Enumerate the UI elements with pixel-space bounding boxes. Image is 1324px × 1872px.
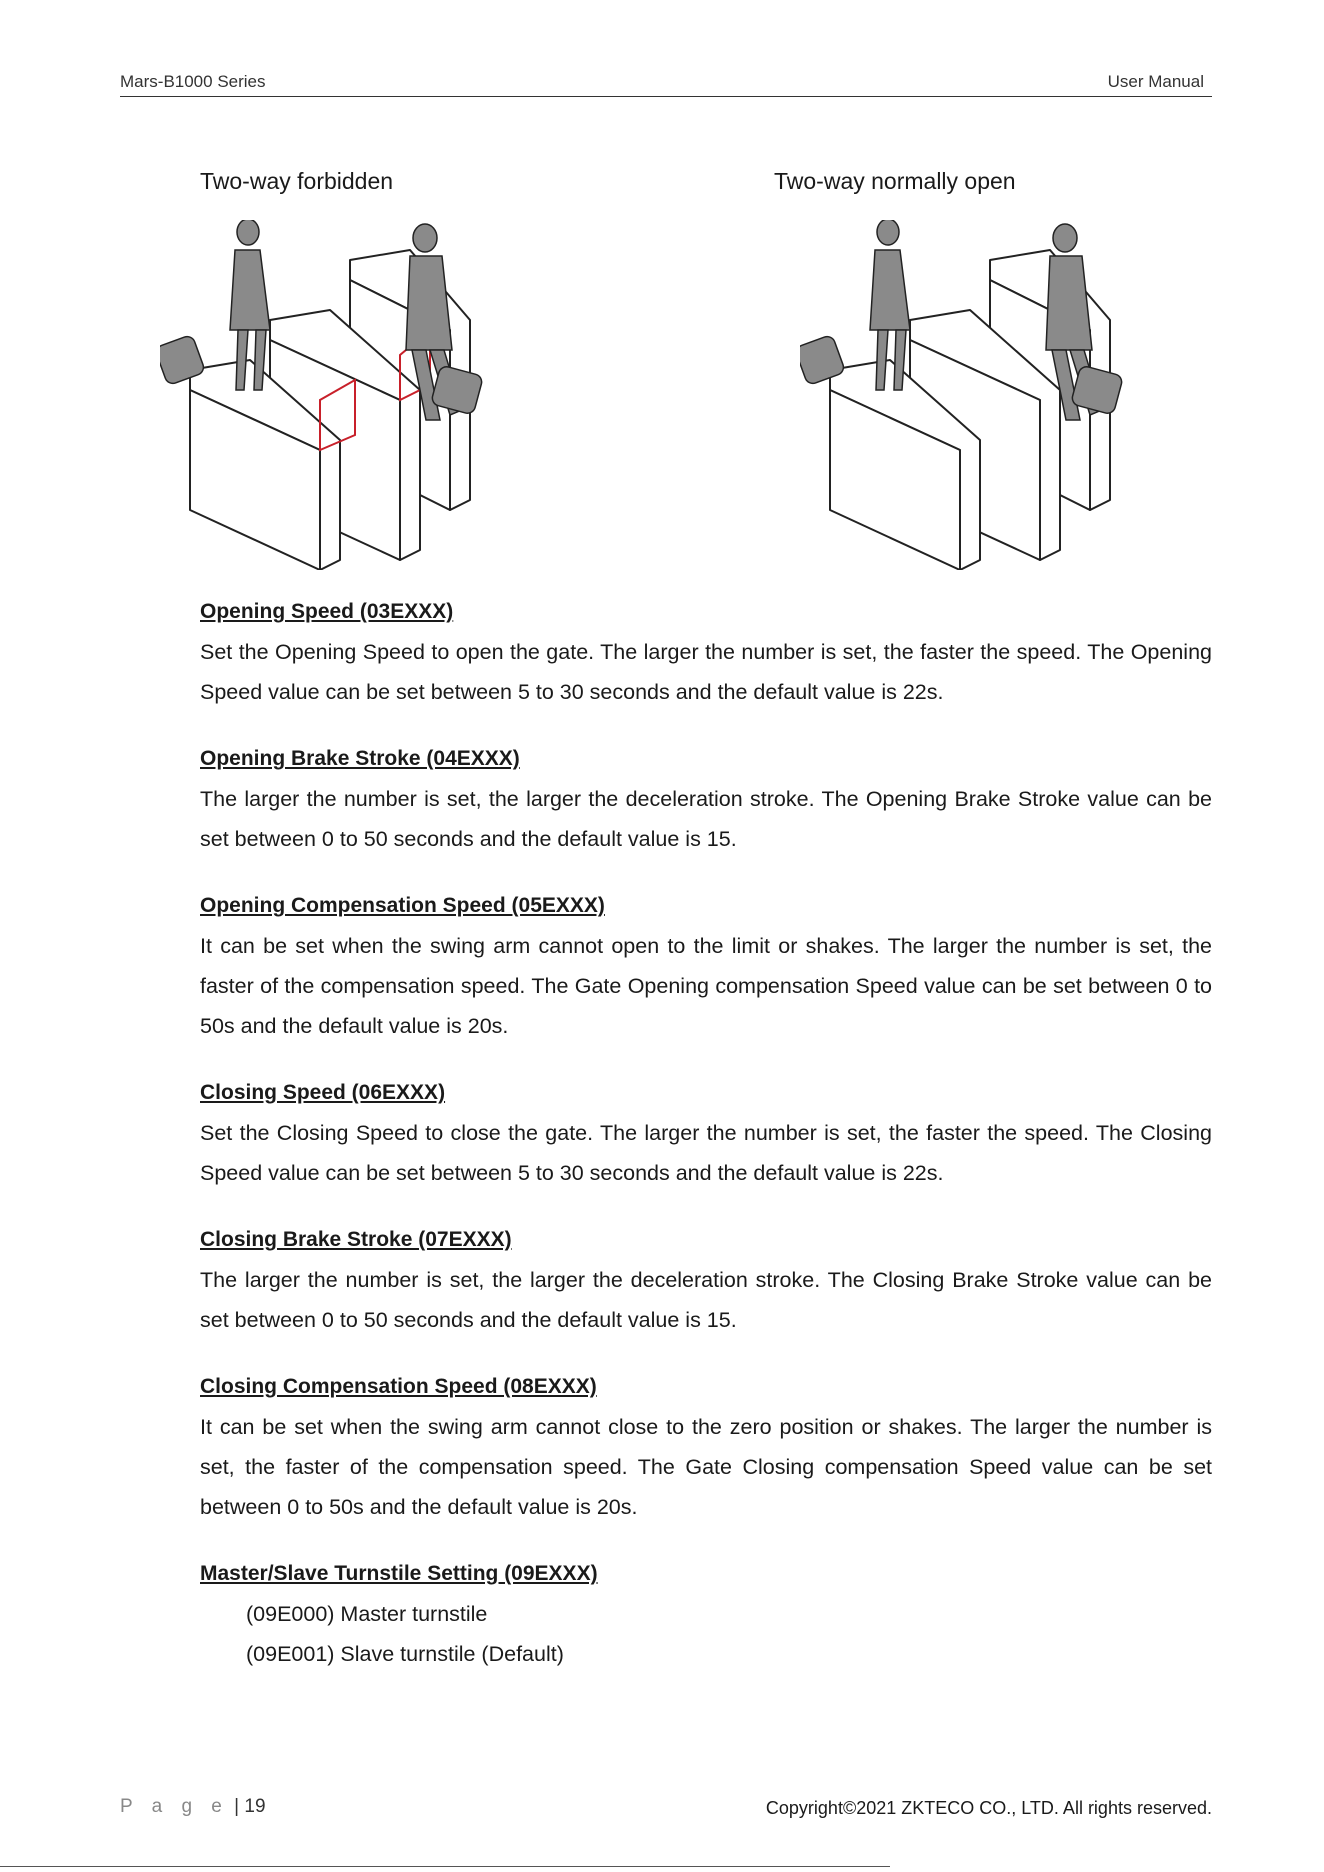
figure-caption-right: Two-way normally open	[774, 168, 1016, 194]
page-number	[120, 1796, 266, 1818]
section-title: Closing Compensation Speed (08EXXX)	[200, 1375, 597, 1398]
section-closing-speed	[200, 1079, 1212, 1193]
section-title: Opening Compensation Speed (05EXXX)	[200, 894, 605, 917]
section-body: Set the Opening Speed to open the gate. The larger the number is set, the faster the speed. The Opening Speed value can be set between 5 to 30 seconds and the default value is 22s.	[200, 640, 1212, 704]
section-body: It can be set when the swing arm cannot close to the zero position or shakes. The larger the number is set, the faster of the compensation speed. The Gate Closing compensation Speed value can be set between 0 to 50s and the default value is 20s.	[200, 1415, 1212, 1519]
section-body: It can be set when the swing arm cannot open to the limit or shakes. The larger the number is set, the faster of the compensation speed. The Gate Opening compensation Speed value can be set between 0 to 50s and the default value is 20s.	[200, 934, 1212, 1038]
section-body: The larger the number is set, the larger the deceleration stroke. The Closing Brake Stroke value can be set between 0 to 50 seconds and the default value is 15.	[200, 1268, 1212, 1332]
list-item: (09E001) Slave turnstile (Default)	[246, 1642, 564, 1666]
header-doc-type: User Manual	[1107, 72, 1204, 91]
section-closing-compensation-speed	[200, 1373, 1212, 1527]
page-number-value: | 19	[234, 1796, 266, 1817]
figure-two-way-forbidden	[160, 220, 550, 570]
copyright: Copyright©2021 ZKTECO CO., LTD. All rights reserved.	[765, 1798, 1212, 1818]
page-header	[120, 70, 1212, 97]
section-title: Closing Brake Stroke (07EXXX)	[200, 1228, 512, 1251]
section-title: Opening Brake Stroke (04EXXX)	[200, 747, 520, 770]
header-product: Mars-B1000 Series	[120, 72, 266, 91]
section-title: Master/Slave Turnstile Setting (09EXXX)	[200, 1562, 598, 1585]
figure-two-way-normally-open	[800, 220, 1190, 570]
section-master-slave-setting	[200, 1560, 1212, 1674]
section-opening-compensation-speed	[200, 892, 1212, 1046]
section-title: Closing Speed (06EXXX)	[200, 1081, 446, 1104]
section-body: The larger the number is set, the larger the deceleration stroke. The Opening Brake Stroke value can be set between 0 to 50 seconds and the default value is 15.	[200, 787, 1212, 851]
figure-caption-left: Two-way forbidden	[200, 168, 394, 194]
page-label: P a g e	[120, 1796, 229, 1817]
list-item: (09E000) Master turnstile	[246, 1602, 488, 1626]
section-body: Set the Closing Speed to close the gate. The larger the number is set, the faster the speed. The Closing Speed value can be set between 5 to 30 seconds and the default value is 22s.	[200, 1121, 1212, 1185]
bottom-divider	[0, 1866, 890, 1867]
section-closing-brake-stroke	[200, 1226, 1212, 1340]
section-opening-brake-stroke	[200, 745, 1212, 859]
section-title: Opening Speed (03EXXX)	[200, 600, 454, 623]
option-list	[200, 1594, 1212, 1674]
section-opening-speed	[200, 598, 1212, 712]
